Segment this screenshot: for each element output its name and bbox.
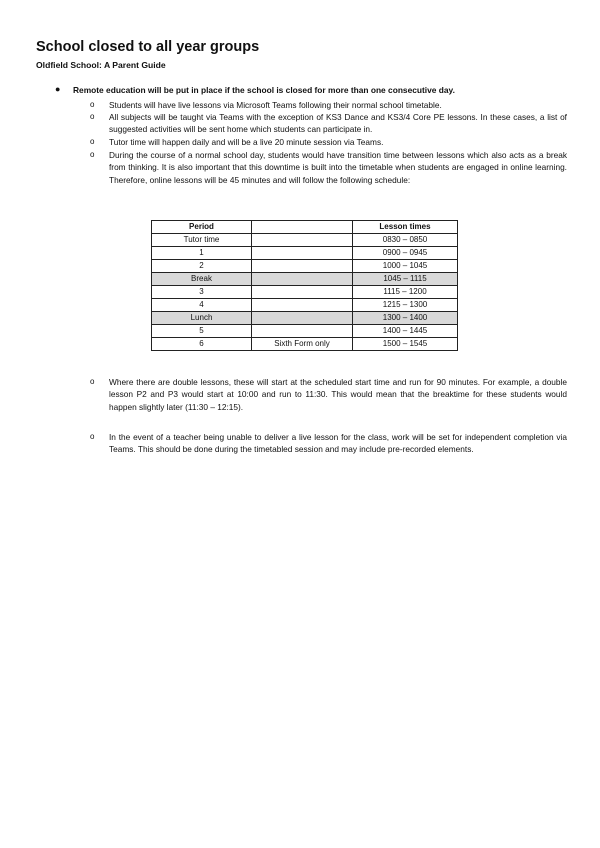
circle-bullet-icon: o <box>90 100 95 109</box>
cell-note <box>252 260 353 273</box>
table-row <box>152 234 458 247</box>
table-row <box>152 260 458 273</box>
circle-bullet-icon: o <box>90 150 95 159</box>
lesson-schedule-table <box>151 220 458 351</box>
cell-period: 5 <box>152 325 252 338</box>
cell-period: 4 <box>152 299 252 312</box>
table-row <box>152 338 458 351</box>
cell-note <box>252 286 353 299</box>
cell-note <box>252 312 353 325</box>
sub-item-text: Tutor time will happen daily and will be a live 20 minute session via Teams. <box>109 137 384 147</box>
page-title: School closed to all year groups <box>36 39 260 55</box>
sub-item-text: During the course of a normal school day, students would have transition time between lessons which also acts as a break from thinking. It is also important that this downtime is built into the timetable when students are engaged in online learning. Therefore, online lessons will be 45 minutes and will follow the following schedule: <box>109 150 567 185</box>
cell-period: 6 <box>152 338 252 351</box>
cell-period: 2 <box>152 260 252 273</box>
header-lesson-times: Lesson times <box>353 221 458 234</box>
header-period: Period <box>152 221 252 234</box>
cell-period: Tutor time <box>152 234 252 247</box>
sub-item-text: Students will have live lessons via Microsoft Teams following their normal school timetable. <box>109 100 442 110</box>
main-bullet-text: Remote education will be put in place if the school is closed for more than one consecutive day. <box>73 85 455 95</box>
table-row <box>152 325 458 338</box>
cell-lesson-times: 1115 – 1200 <box>353 286 458 299</box>
table-header-row <box>152 221 458 234</box>
page-subtitle: Oldfield School: A Parent Guide <box>36 60 166 70</box>
cell-lesson-times: 1400 – 1445 <box>353 325 458 338</box>
table-row <box>152 299 458 312</box>
sub-item-text: In the event of a teacher being unable to deliver a live lesson for the class, work will be set for independent completion via Teams. This should be done during the timetabled session and may include pre-recorded elements. <box>109 432 567 455</box>
cell-lesson-times: 1000 – 1045 <box>353 260 458 273</box>
cell-period: 3 <box>152 286 252 299</box>
cell-period: Break <box>152 273 252 286</box>
cell-lesson-times: 0900 – 0945 <box>353 247 458 260</box>
circle-bullet-icon: o <box>90 432 95 441</box>
sub-item-text: All subjects will be taught via Teams with the exception of KS3 Dance and KS3/4 Core PE lessons. In these cases, a list of suggested activities will be sent home which students can participate in. <box>109 112 567 135</box>
table-row <box>152 247 458 260</box>
cell-note <box>252 234 353 247</box>
cell-note <box>252 325 353 338</box>
table-row <box>152 312 458 325</box>
header-note <box>252 221 353 234</box>
circle-bullet-icon: o <box>90 377 95 386</box>
cell-lesson-times: 1300 – 1400 <box>353 312 458 325</box>
cell-note <box>252 273 353 286</box>
circle-bullet-icon: o <box>90 112 95 121</box>
cell-period: Lunch <box>152 312 252 325</box>
cell-lesson-times: 0830 – 0850 <box>353 234 458 247</box>
cell-note <box>252 299 353 312</box>
table-row <box>152 273 458 286</box>
cell-lesson-times: 1045 – 1115 <box>353 273 458 286</box>
table-row <box>152 286 458 299</box>
bullet-dot-icon: ● <box>55 84 61 94</box>
cell-note: Sixth Form only <box>252 338 353 351</box>
cell-note <box>252 247 353 260</box>
cell-lesson-times: 1500 – 1545 <box>353 338 458 351</box>
sub-item-text: Where there are double lessons, these will start at the scheduled start time and run for 90 minutes. For example, a double lesson P2 and P3 would start at 10:00 and run to 11:30. This would mean that the breaktime for these students would happen slightly later (11:30 – 12:15). <box>109 377 567 412</box>
cell-lesson-times: 1215 – 1300 <box>353 299 458 312</box>
cell-period: 1 <box>152 247 252 260</box>
circle-bullet-icon: o <box>90 137 95 146</box>
